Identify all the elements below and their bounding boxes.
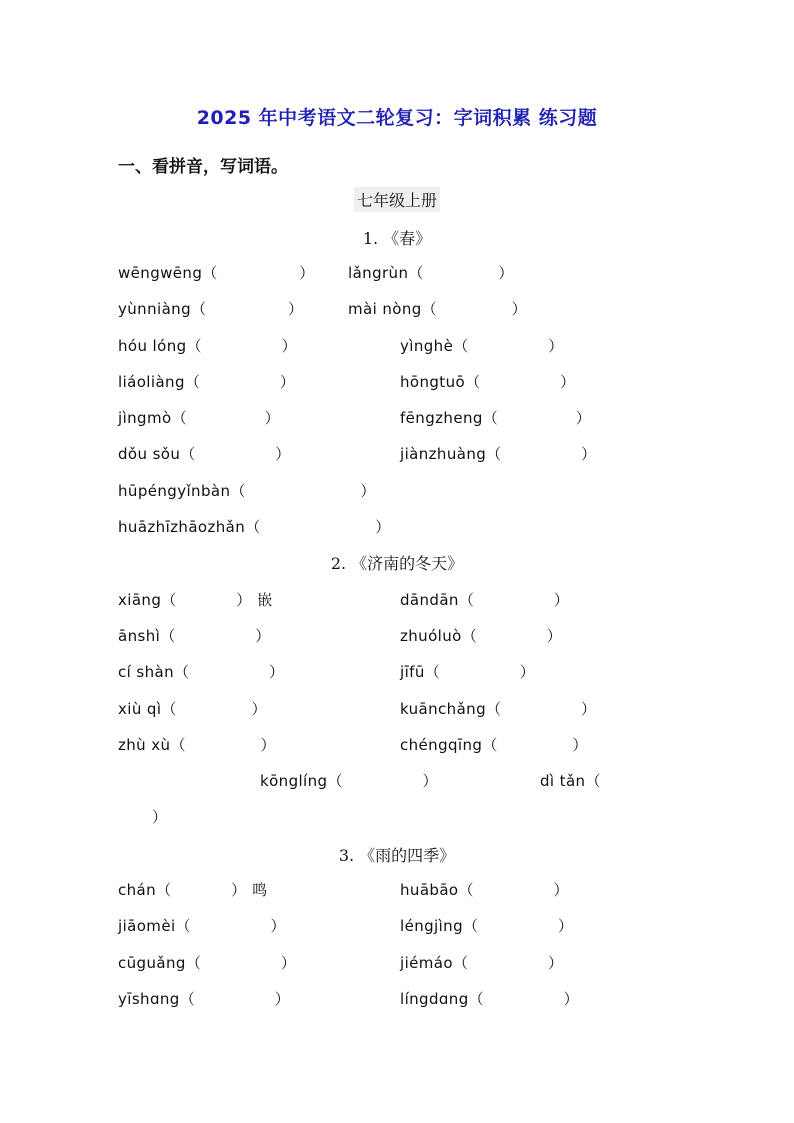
pinyin-item (400, 879, 569, 900)
open-paren: （ (463, 917, 479, 935)
pinyin-item (400, 589, 569, 610)
open-paren: （ (452, 954, 468, 972)
open-paren: （ (486, 700, 502, 718)
pinyin-text: hūpéngyǐnbàn (118, 482, 231, 500)
pinyin-text: jīfū (400, 663, 425, 681)
open-paren: （ (175, 917, 191, 935)
pinyin-text: huāzhīzhāozhǎn (118, 518, 246, 536)
pinyin-text: liáoliàng (118, 373, 185, 391)
pinyin-item (400, 698, 596, 719)
pinyin-text: dì tǎn (540, 772, 586, 790)
lesson-title: 1. 《春》 (362, 229, 432, 248)
lesson-title: 3. 《雨的四季》 (338, 846, 456, 865)
pinyin-item (540, 770, 600, 791)
close-paren: ） (275, 445, 291, 463)
pinyin-text: zhuóluò (400, 627, 462, 645)
pinyin-item (400, 952, 563, 973)
pinyin-item (118, 952, 296, 973)
open-paren: （ (245, 518, 261, 536)
pinyin-item (118, 625, 270, 646)
pinyin-item (400, 443, 596, 464)
close-paren: ） (548, 337, 564, 355)
open-paren: （ (161, 591, 177, 609)
close-paren: ） (422, 772, 438, 790)
pinyin-text: hōngtuō (400, 373, 466, 391)
pinyin-item (118, 698, 266, 719)
close-paren: ） (581, 445, 597, 463)
pinyin-item (400, 371, 575, 392)
close-paren: ） (553, 881, 569, 899)
close-paren: ） (299, 264, 315, 282)
open-paren: （ (170, 736, 186, 754)
suffix-char: 嵌 (257, 591, 273, 609)
pinyin-text: kuānchǎng (400, 700, 487, 718)
pinyin-item (400, 734, 587, 755)
close-paren: ） (251, 700, 267, 718)
pinyin-text: língdɑng (400, 990, 469, 1008)
open-paren: （ (327, 772, 343, 790)
pinyin-text: zhù xù (118, 736, 171, 754)
close-paren: ） (152, 808, 168, 826)
pinyin-item (260, 770, 438, 791)
pinyin-text: huābāo (400, 881, 459, 899)
pinyin-item (400, 335, 563, 356)
pinyin-text: jiāomèi (118, 917, 176, 935)
open-paren: （ (585, 772, 601, 790)
open-paren: （ (171, 409, 187, 427)
open-paren: （ (482, 409, 498, 427)
open-paren: （ (174, 663, 190, 681)
close-paren: ） (288, 300, 304, 318)
pinyin-text: yìnghè (400, 337, 454, 355)
pinyin-text: ānshì (118, 627, 161, 645)
pinyin-text: lǎngrùn (348, 264, 409, 282)
close-paren: ） (575, 409, 591, 427)
close-paren: ） (360, 482, 376, 500)
pinyin-item (118, 915, 286, 936)
pinyin-text: mài nòng (348, 300, 422, 318)
pinyin-item (118, 262, 314, 283)
pinyin-item (400, 988, 579, 1009)
open-paren: （ (230, 482, 246, 500)
pinyin-item (118, 879, 267, 900)
pinyin-item (118, 480, 375, 501)
pinyin-item (118, 589, 272, 610)
pinyin-item (400, 407, 591, 428)
pinyin-text: chán (118, 881, 157, 899)
pinyin-text: léngjìng (400, 917, 463, 935)
open-paren: （ (161, 700, 177, 718)
close-paren: ） (375, 518, 391, 536)
close-paren: ） (581, 700, 597, 718)
pinyin-item (348, 298, 527, 319)
pinyin-item (118, 443, 290, 464)
pinyin-item (118, 407, 280, 428)
pinyin-text: chéngqīng (400, 736, 483, 754)
pinyin-text: hóu lóng (118, 337, 187, 355)
open-paren: （ (458, 881, 474, 899)
close-paren: ） (519, 663, 535, 681)
open-paren: （ (186, 337, 202, 355)
close-paren: ） (260, 736, 276, 754)
pinyin-text: dāndān (400, 591, 459, 609)
pinyin-item (118, 734, 275, 755)
close-paren: ） (546, 627, 562, 645)
close-paren: ） (560, 373, 576, 391)
close-paren: ） (264, 409, 280, 427)
pinyin-text: xiāng (118, 591, 162, 609)
close-paren: ） (553, 591, 569, 609)
pinyin-item (118, 988, 290, 1009)
close-paren: ） (511, 300, 527, 318)
pinyin-text: xiù qì (118, 700, 162, 718)
pinyin-text: yīshɑng (118, 990, 180, 1008)
pinyin-text: jiémáo (400, 954, 453, 972)
pinyin-item (348, 262, 513, 283)
pinyin-item (118, 516, 390, 537)
pinyin-item (400, 625, 562, 646)
pinyin-item (118, 661, 284, 682)
pinyin-text: kōnglíng (260, 772, 328, 790)
open-paren: （ (482, 736, 498, 754)
pinyin-text: jìngmò (118, 409, 172, 427)
open-paren: （ (408, 264, 424, 282)
open-paren: （ (160, 627, 176, 645)
pinyin-item (400, 661, 535, 682)
pinyin-item (118, 335, 297, 356)
open-paren: （ (156, 881, 172, 899)
pinyin-text: fēngzheng (400, 409, 483, 427)
open-paren: （ (468, 990, 484, 1008)
lesson-title: 2. 《济南的冬天》 (330, 554, 464, 573)
close-paren: ） (269, 663, 285, 681)
open-paren: （ (191, 300, 207, 318)
close-paren: ） (498, 264, 514, 282)
section-heading: 一、看拼音，写词语。 (118, 157, 288, 177)
open-paren: （ (486, 445, 502, 463)
close-paren: ） (281, 337, 297, 355)
close-paren: ） (547, 954, 563, 972)
open-paren: （ (461, 627, 477, 645)
open-paren: （ (184, 373, 200, 391)
close-paren: ） (280, 954, 296, 972)
pinyin-text: wēngwēng (118, 264, 203, 282)
grade-label-wrap (0, 187, 794, 212)
close-paren: ） (255, 627, 271, 645)
pinyin-text: dǒu sǒu (118, 445, 181, 463)
suffix-char: 鸣 (252, 881, 268, 899)
open-paren: （ (465, 373, 481, 391)
open-paren: （ (179, 990, 195, 1008)
open-paren: （ (458, 591, 474, 609)
pinyin-text: jiànzhuàng (400, 445, 487, 463)
open-paren: （ (424, 663, 440, 681)
open-paren: （ (202, 264, 218, 282)
open-paren: （ (180, 445, 196, 463)
close-paren: ） (236, 591, 252, 609)
close-paren: ） (279, 373, 295, 391)
close-paren: ） (274, 990, 290, 1008)
close-paren: ） (231, 881, 247, 899)
pinyin-item (118, 298, 303, 319)
pinyin-text: cūguǎng (118, 954, 186, 972)
pinyin-item (118, 371, 295, 392)
open-paren: （ (421, 300, 437, 318)
pinyin-item (400, 915, 573, 936)
close-paren: ） (563, 990, 579, 1008)
pinyin-text: yùnniàng (118, 300, 191, 318)
pinyin-text: cí shàn (118, 663, 175, 681)
open-paren: （ (453, 337, 469, 355)
grade-label: 七年级上册 (354, 187, 440, 212)
close-paren: ） (572, 736, 588, 754)
close-paren: ） (558, 917, 574, 935)
open-paren: （ (185, 954, 201, 972)
page-title: 2025 年中考语文二轮复习：字词积累 练习题 (196, 107, 598, 129)
close-paren: ） (270, 917, 286, 935)
